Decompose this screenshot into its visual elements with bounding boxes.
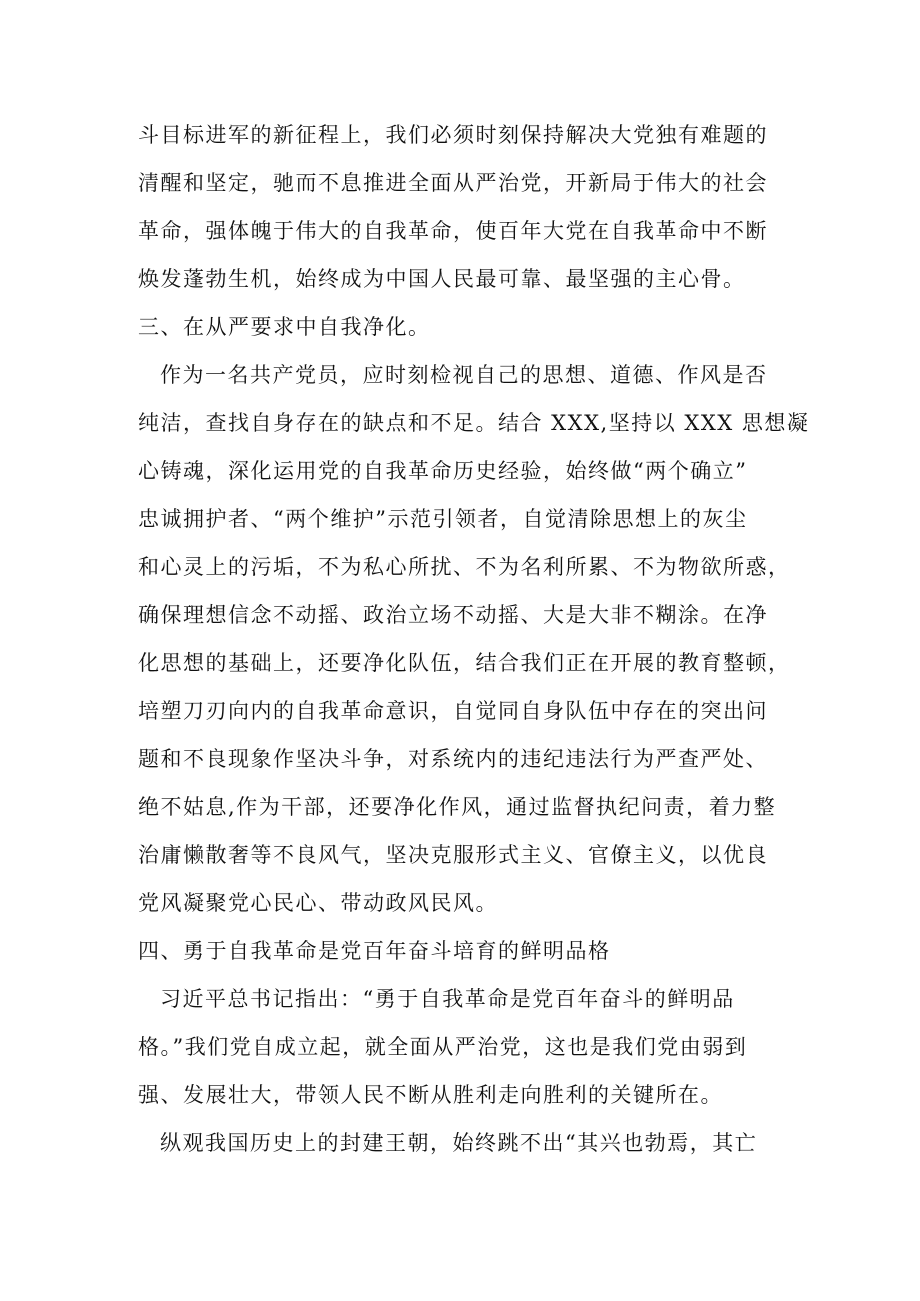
text-line: 和心灵上的污垢，不为私心所扰、不为名利所累、不为物欲所惑， xyxy=(138,555,791,579)
text-line: 忠诚拥护者、“两个维护”示范引领者，自觉清除思想上的灰尘 xyxy=(138,507,748,531)
paragraph-first-line: 纵观我国历史上的封建王朝，始终跳不出“其兴也勃焉，其亡 xyxy=(160,1131,758,1155)
section-heading: 四、勇于自我革命是党百年奋斗培育的鲜明品格 xyxy=(138,939,611,963)
section-heading: 三、在从严要求中自我净化。 xyxy=(138,315,431,339)
text-line: 治庸懒散奢等不良风气，坚决克服形式主义、官僚主义，以优良 xyxy=(138,843,768,867)
paragraph-first-line: 习近平总书记指出：“勇于自我革命是党百年奋斗的鲜明品 xyxy=(160,987,735,1011)
paragraph-first-line: 作为一名共产党员，应时刻检视自己的思想、道德、作风是否 xyxy=(160,363,768,387)
text-line: 斗目标进军的新征程上，我们必须时刻保持解决大党独有难题的 xyxy=(138,123,768,147)
text-line: 革命，强体魄于伟大的自我革命，使百年大党在自我革命中不断 xyxy=(138,219,768,243)
text-line: 心铸魂，深化运用党的自我革命历史经验，始终做“两个确立” xyxy=(138,459,748,483)
text-line: 强、发展壮大，带领人民不断从胜利走向胜利的关键所在。 xyxy=(138,1083,723,1107)
text-line: 焕发蓬勃生机，始终成为中国人民最可靠、最坚强的主心骨。 xyxy=(138,267,746,291)
text-line: 党风凝聚党心民心、带动政风民风。 xyxy=(138,891,498,915)
text-line: 清醒和坚定，驰而不息推进全面从严治党，开新局于伟大的社会 xyxy=(138,171,768,195)
text-line: 培塑刀刃向内的自我革命意识，自觉同自身队伍中存在的突出问 xyxy=(138,699,768,723)
text-line: 纯洁，查找自身存在的缺点和不足。结合 XXX,坚持以 XXX 思想凝 xyxy=(138,411,810,435)
text-line: 格。”我们党自成立起，就全面从严治党，这也是我们党由弱到 xyxy=(138,1035,748,1059)
text-line: 化思想的基础上，还要净化队伍，结合我们正在开展的教育整顿， xyxy=(138,651,791,675)
text-line: 绝不姑息,作为干部，还要净化作风，通过监督执纪问责，着力整 xyxy=(138,795,777,819)
text-line: 题和不良现象作坚决斗争，对系统内的违纪违法行为严查严处、 xyxy=(138,747,768,771)
text-line: 确保理想信念不动摇、政治立场不动摇、大是大非不糊涂。在净 xyxy=(138,603,768,627)
